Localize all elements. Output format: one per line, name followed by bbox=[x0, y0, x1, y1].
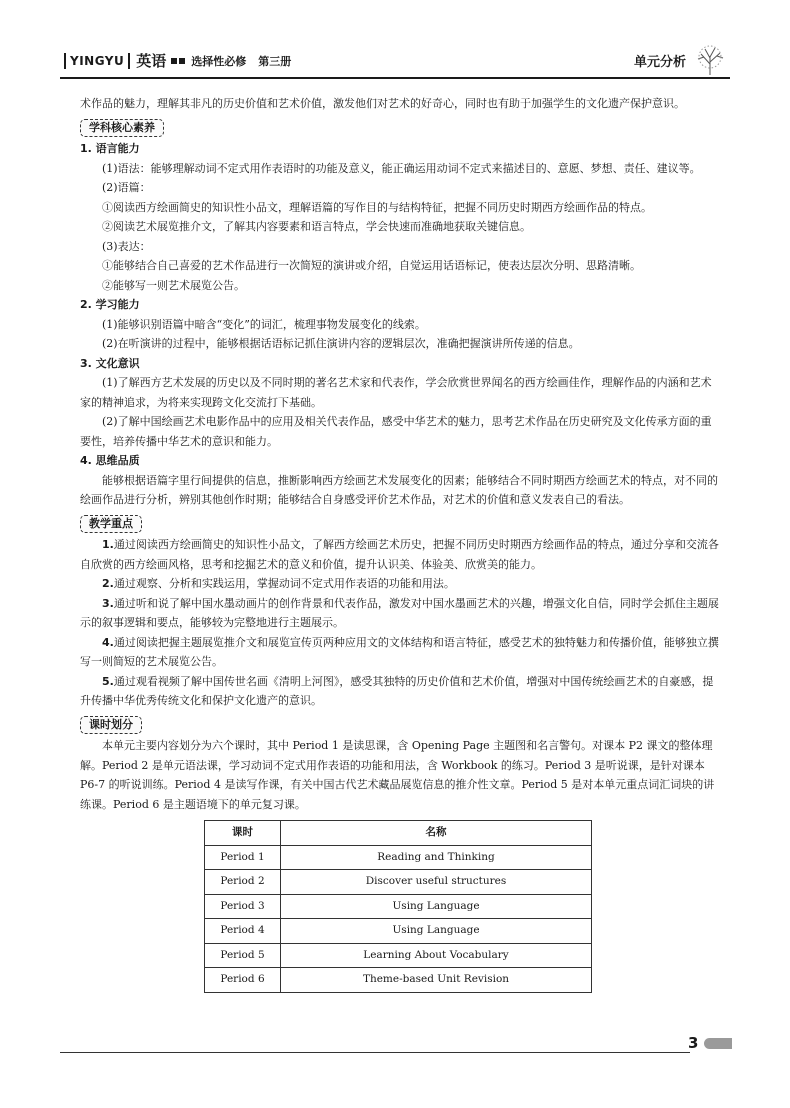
header-bar bbox=[128, 53, 130, 69]
s4-title: 4. 思维品质 bbox=[80, 454, 140, 467]
square-icon bbox=[171, 58, 177, 64]
table-cell: Reading and Thinking bbox=[281, 845, 592, 870]
table-row bbox=[205, 870, 592, 895]
schedule-tag: 课时划分 bbox=[80, 716, 142, 734]
core-section-heading bbox=[80, 118, 720, 138]
table-cell: Discover useful structures bbox=[281, 870, 592, 895]
table-cell: Period 4 bbox=[205, 919, 281, 944]
page-number: 3 bbox=[688, 1034, 699, 1052]
schedule-section-heading bbox=[80, 715, 720, 735]
s2-title: 2. 学习能力 bbox=[80, 298, 140, 311]
tree-icon bbox=[690, 44, 730, 76]
table-cell: Period 6 bbox=[205, 968, 281, 993]
page-content bbox=[80, 94, 720, 993]
section-title: 单元分析 bbox=[633, 55, 686, 70]
core-tag: 学科核心素养 bbox=[80, 119, 164, 137]
focus-section-heading bbox=[80, 514, 720, 534]
s3-para: (1)了解西方艺术发展的历史以及不同时期的著名艺术家和代表作，学会欣赏世界闻名的西方绘画佳作，理解作品的内涵和艺术家的精神追求，为将来实现跨文化交流打下基础。 bbox=[80, 376, 712, 409]
table-cell: Period 2 bbox=[205, 870, 281, 895]
page-header bbox=[60, 44, 730, 78]
table-cell: Period 5 bbox=[205, 943, 281, 968]
table-cell: Theme-based Unit Revision bbox=[281, 968, 592, 993]
s1-para: (3)表达： bbox=[102, 239, 151, 253]
s1-para: ②阅读艺术展览推介文，了解其内容要素和语言特点，学会快速而准确地获取关键信息。 bbox=[102, 220, 531, 233]
period-table bbox=[204, 820, 592, 993]
s4-para: 能够根据语篇字里行间提供的信息，推断影响西方绘画艺术发展变化的因素；能够结合不同时期西方绘画艺术的特点，对不同的绘画作品进行分析，辨别其他创作时期；能够结合自身感受评价艺术作品，对艺术的价值和意义发表自己的看法。 bbox=[80, 473, 718, 506]
focus-item: 1.通过阅读西方绘画简史的知识性小品文，了解西方绘画艺术历史，把握不同历史时期西方绘画作品的特点，通过分享和交流各自欣赏的西方绘画风格，思考和挖掘艺术的意义和价值，提升认识美、体验美、欣赏美的能力。 bbox=[80, 538, 719, 571]
schedule-text: 本单元主要内容划分为六个课时，其中 Period 1 是读思课，含 Opening Page 主题图和名言警句。对课本 P2 课文的整体理解。Period 2 是单元语法课，学习动词不定式用作表语的功能和用法，含 Workbook 的练习。Period 3 是听说课，是针对课本 P6-7 的听说训练。Period 4 是读写作课，有关中国古代艺术藏品展览信息的推介性文章。Period 5 是对本单元重点词汇词块的讲练课。Period 6 是主题语境下的单元复习课。 bbox=[80, 739, 715, 811]
s1-para: (2)语篇： bbox=[102, 181, 151, 194]
s1-para: ①阅读西方绘画简史的知识性小品文，理解语篇的写作目的与结构特征，把握不同历史时期西方绘画作品的特点。 bbox=[102, 200, 652, 214]
table-header-cell: 名称 bbox=[281, 821, 592, 846]
volume-label: 第三册 bbox=[258, 54, 292, 68]
focus-tag: 教学重点 bbox=[80, 515, 142, 533]
s2-para: (1)能够识别语篇中暗含“变化”的词汇，梳理事物发展变化的线索。 bbox=[102, 317, 426, 331]
table-row bbox=[205, 894, 592, 919]
table-header-row bbox=[205, 821, 592, 846]
table-cell: Using Language bbox=[281, 919, 592, 944]
brand-label: YINGYU bbox=[70, 53, 125, 68]
square-icon bbox=[179, 58, 185, 64]
footer-rule bbox=[60, 1052, 690, 1053]
header-bar bbox=[64, 53, 66, 69]
book-label: 选择性必修 bbox=[191, 54, 247, 68]
header-left bbox=[60, 50, 291, 71]
s1-para: ①能够结合自己喜爱的艺术作品进行一次简短的演讲或介绍，自觉运用话语标记，使表达层次分明、思路清晰。 bbox=[102, 259, 641, 272]
focus-item: 2.通过观察、分析和实践运用，掌握动词不定式用作表语的功能和用法。 bbox=[102, 577, 455, 590]
intro-continuation: 术作品的魅力，理解其非凡的历史价值和艺术价值，激发他们对艺术的好奇心，同时也有助于加强学生的文化遗产保护意识。 bbox=[80, 97, 685, 110]
table-row bbox=[205, 968, 592, 993]
s1-para: ②能够写一则艺术展览公告。 bbox=[102, 278, 245, 292]
table-cell: Learning About Vocabulary bbox=[281, 943, 592, 968]
header-rule bbox=[60, 77, 730, 79]
table-cell: Period 1 bbox=[205, 845, 281, 870]
page-tab-marker bbox=[704, 1038, 732, 1049]
table-header-cell: 课时 bbox=[205, 821, 281, 846]
s1-para: (1)语法：能够理解动词不定式用作表语时的功能及意义，能正确运用动词不定式来描述目的、意愿、梦想、责任、建议等。 bbox=[102, 161, 701, 175]
s2-para: (2)在听演讲的过程中，能够根据话语标记抓住演讲内容的逻辑层次，准确把握演讲所传递的信息。 bbox=[102, 337, 580, 350]
s3-para: (2)了解中国绘画艺术电影作品中的应用及相关代表作品，感受中华艺术的魅力，思考艺术作品在历史研究及文化传承方面的重要性，培养传播中华艺术的意识和能力。 bbox=[80, 415, 712, 448]
focus-item: 4.通过阅读把握主题展览推介文和展览宣传页两种应用文的文体结构和语言特征，感受艺术的独特魅力和传播价值，能够独立撰写一则简短的艺术展览公告。 bbox=[80, 635, 719, 668]
table-cell: Using Language bbox=[281, 894, 592, 919]
table-row bbox=[205, 943, 592, 968]
focus-item: 5.通过观看视频了解中国传世名画《清明上河图》，感受其独特的历史价值和艺术价值，增强对中国传统绘画艺术的自豪感，提升传播中华优秀传统文化和保护文化遗产的意识。 bbox=[80, 674, 714, 707]
s3-title: 3. 文化意识 bbox=[80, 356, 140, 370]
table-row bbox=[205, 845, 592, 870]
subject-label: 英语 bbox=[136, 52, 167, 70]
table-row bbox=[205, 919, 592, 944]
table-cell: Period 3 bbox=[205, 894, 281, 919]
focus-item: 3.通过听和说了解中国水墨动画片的创作背景和代表作品，激发对中国水墨画艺术的兴趣，增强文化自信，同时学会抓住主题展示的叙事逻辑和要点，能够较为完整地进行主题展示。 bbox=[80, 596, 719, 629]
s1-title: 1. 语言能力 bbox=[80, 142, 140, 155]
